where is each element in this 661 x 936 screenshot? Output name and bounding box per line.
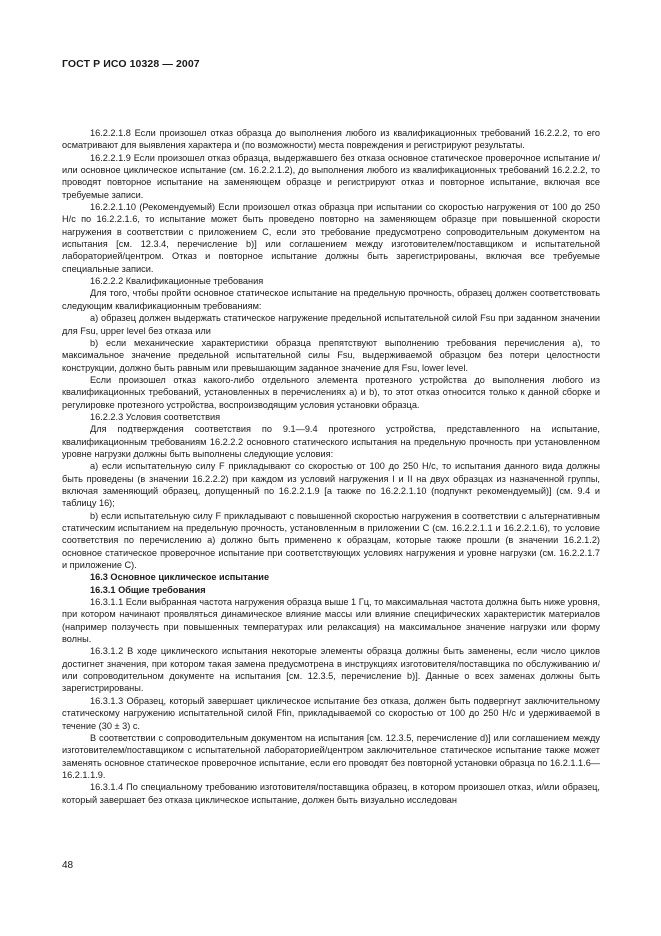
list-item: a) если испытательную силу F прикладывают со скоростью от 100 до 250 Н/с, то испытания данного вида должны быть проведены (в значении 16.2.2.2) при каждом из условий нагружения I и II на двух образцах из назначенной группы, включая заменяющий образец, допущенный по 16.2.2.1.9 [а также по 16.2.2.1.10 (подпункт рекомендуемый)] (см. 9.4 и таблицу 16); bbox=[62, 461, 600, 509]
section-heading: 16.2.2.2 Квалификационные требования bbox=[90, 276, 264, 287]
section-heading: 16.3 Основное циклическое испытание bbox=[90, 572, 270, 583]
paragraph: 16.3.1.1 Если выбранная частота нагружения образца выше 1 Гц, то максимальная частота должна быть ниже уровня, при котором начинают проявляться динамическое влияние массы или влияние специфических характеристик материалов (например ползучесть при повышенных температурах или релаксация) на максимальное значение нагрузки или форму волны. bbox=[62, 597, 600, 645]
paragraph: Для подтверждения соответствия по 9.1—9.4 протезного устройства, представленного на испытание, квалификационным требованиям 16.2.2.2 основного статического испытания на предельную прочность при установленном уровне нагрузки должны быть выполнены следующие условия: bbox=[62, 424, 600, 459]
paragraph: 16.2.2.1.10 (Рекомендуемый) Если произошел отказ образца при испытании со скоростью нагружения от 100 до 250 Н/с по 16.2.2.1.6, то испытание может быть проведено повторно на заменяющем образце при повышенной скорости нагружения в соответствии с приложением С, если это требование предусмотрено сопроводительным документом на испытания [см. 12.3.4, перечисление b)] или соглашением между изготовителем/поставщиком и испытательной лабораторией/центром. Отказ и повторное испытание должны быть зарегистрированы, включая все требуемые специальные записи. bbox=[62, 202, 600, 274]
paragraph: 16.2.2.1.8 Если произошел отказ образца до выполнения любого из квалификационных требований 16.2.2.2, то его осматривают для выявления характера и (по возможности) места повреждения и регистрируют результаты. bbox=[62, 128, 600, 151]
paragraph: 16.3.1.4 По специальному требованию изготовителя/поставщика образец, в котором произошел отказ, и/или образец, который завершает без отказа циклическое испытание, должен быть визуально исследован bbox=[62, 782, 600, 805]
list-item: b) если механические характеристики образца препятствуют выполнению требования перечисления а), то максимальное значение предельной испытательной силы Fsu, выдерживаемой образцом без потери целостности конструкции, должно быть равным или превышающим заданное значение для Fsu, lower level. bbox=[62, 337, 600, 373]
list-item: a) образец должен выдержать статическое нагружение предельной испытательной силой Fsu при заданном значении для Fsu, upper level без отказа или bbox=[62, 313, 600, 336]
paragraph: 16.2.2.1.9 Если произошел отказ образца, выдержавшего без отказа основное статическое проверочное испытание и/или основное циклическое испытание (см. 16.2.2.1.2), до выполнения любого из квалификационных требований 16.2.2.2, то проводят повторное испытание на заменяющем образце и регистрируют отказ и повторное испытание, включая все требуемые записи. bbox=[62, 152, 600, 200]
paragraph: Для того, чтобы пройти основное статическое испытание на предельную прочность, образец должен соответствовать следующим квалификационным требованиям: bbox=[62, 288, 600, 311]
document-header: ГОСТ Р ИСО 10328 — 2007 bbox=[62, 58, 200, 70]
paragraph: 16.3.1.2 В ходе циклического испытания некоторые элементы образца должны быть заменены, если число циклов достигнет значения, при котором такая замена предусмотрена в инструкциях изготовителя/поставщика по обслуживанию и/или сопроводительном документе на испытания [см. 12.3.5, перечисление b)]. Данные о всех заменах должны быть зарегистрированы. bbox=[62, 646, 600, 694]
page-number: 48 bbox=[62, 860, 74, 871]
subsection-heading: 16.3.1 Общие требования bbox=[90, 584, 206, 595]
paragraph: 16.3.1.3 Образец, который завершает циклическое испытание без отказа, должен быть подвергнут заключительному статическому нагружению испытательной силой Ffin, прикладываемой со скоростью от 100 до 250 Н/с и удерживаемой в течение (30 ± 3) с. bbox=[62, 695, 600, 731]
section-heading: 16.2.2.3 Условия соответствия bbox=[90, 411, 221, 422]
document-body bbox=[62, 127, 600, 806]
list-item: b) если испытательную силу F прикладывают с повышенной скоростью нагружения в соответствии с альтернативным статическим испытанием на предельную прочность, установленным в приложении С (см. 16.2.2.1.1 и 16.2.2.1.6), то условие соответствия по перечислению а) должно быть применено к образцам, которые также прошли (в значении 16.2.1.2) основное статическое проверочное испытание при соответствующих условиях нагружения и уровне нагрузки (см. 16.2.2.1.7 и приложение С). bbox=[62, 510, 600, 571]
paragraph: В соответствии с сопроводительным документом на испытания [см. 12.3.5, перечисление d)] или соглашением между изготовителем/поставщиком с испытательной лабораторией/центром заключительное статическое испытание также может заменять основное статическое проверочное испытание, если его проводят без повторной установки образца по 16.2.1.1.6—16.2.1.1.9. bbox=[62, 732, 600, 780]
paragraph: Если произошел отказ какого-либо отдельного элемента протезного устройства до выполнения любого из квалификационных требований, установленных в перечислениях а) и b), то этот отказ относится только к данной сборке и регулировке протезного устройства, воспроизводящим условия установки образца. bbox=[62, 374, 600, 410]
